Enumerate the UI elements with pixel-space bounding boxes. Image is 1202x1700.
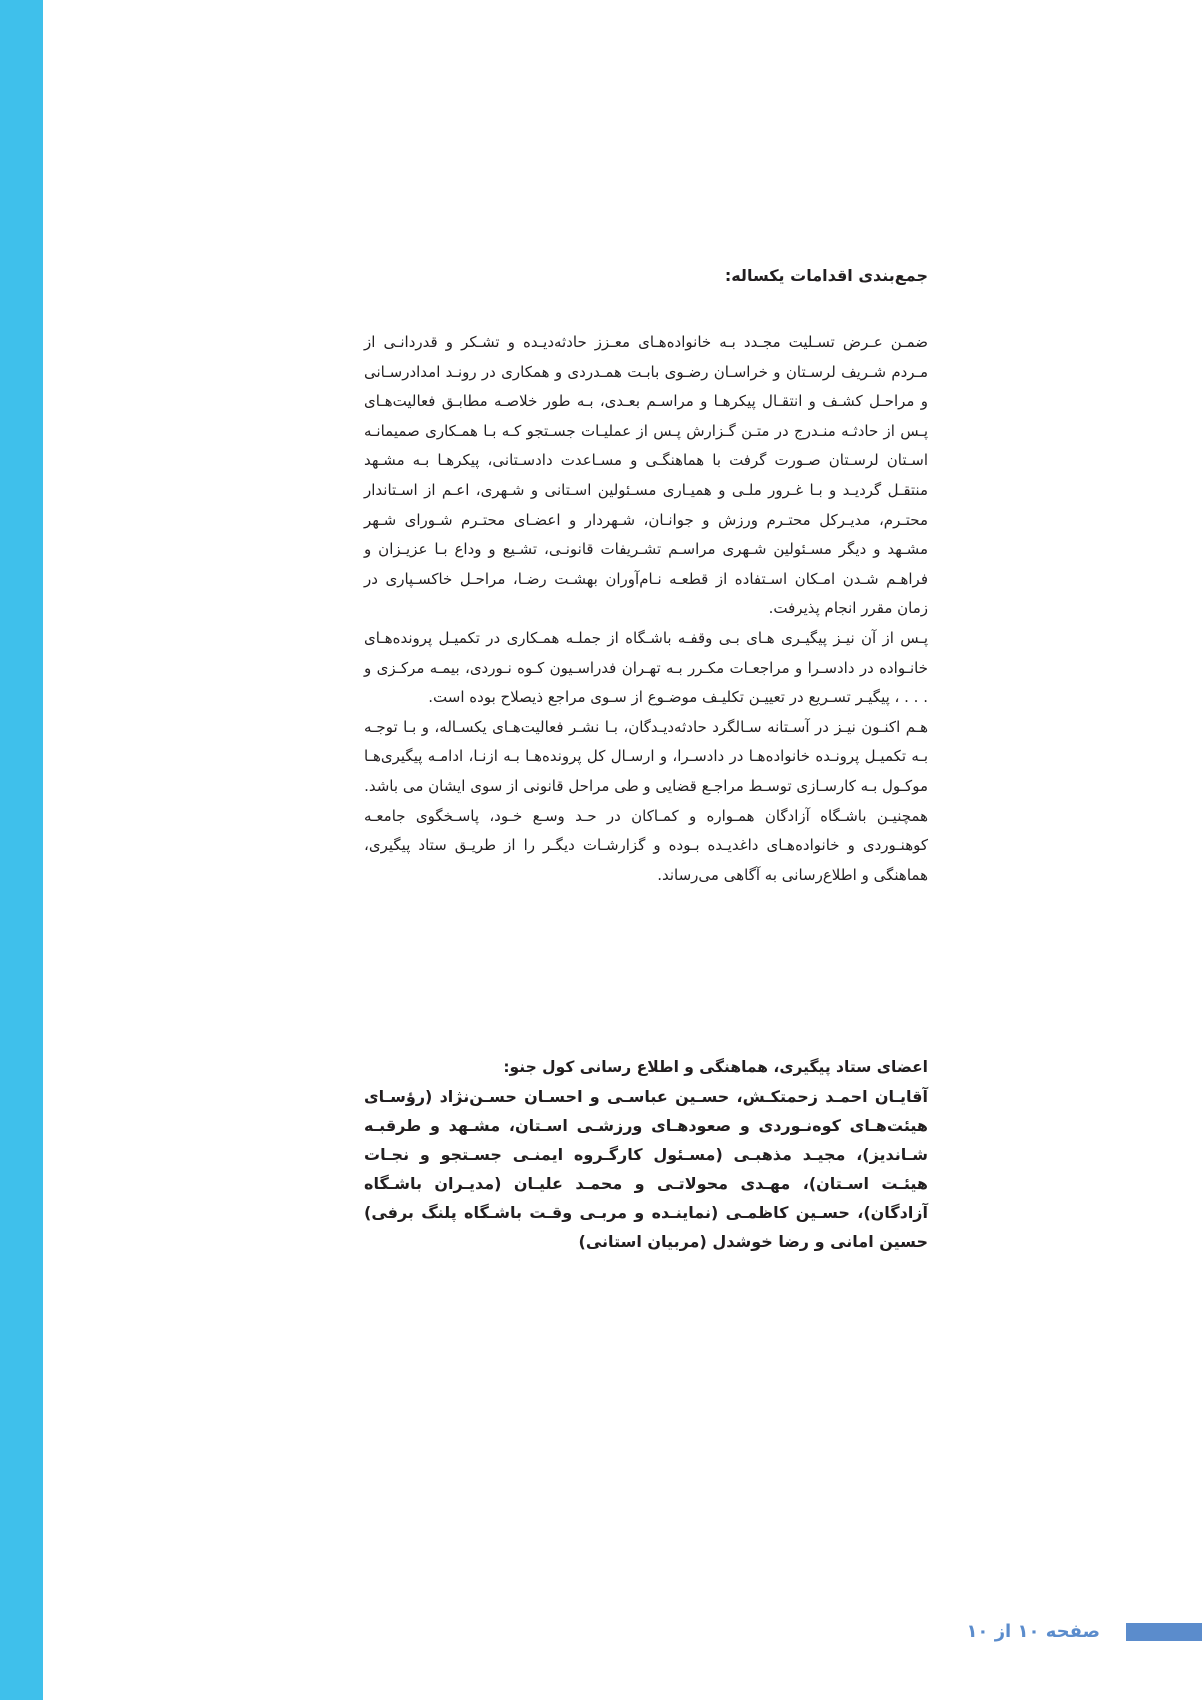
- summary-section: [364, 258, 928, 890]
- paragraph: هـم اکنـون نیـز در آسـتانه سـالگرد حادثه‌دیـدگان، بـا نشـر فعالیت‌هـای یکسـاله، و بـا توجـه بـه تکمیـل پرونـده خانواده‌هـا در دادسـرا، و ارسـال کل پرونده‌هـا بـه ازنـا، ادامـه پیگیری‌هـا موکـول بـه کارسـازی توسـط مراجـع قضایی و طی مراحل قانونی از سوی ایشان می باشد.: [364, 717, 928, 795]
- members-list: آقایـان احمـد زحمتکـش، حسـین عباسـی و احسـان حسـن‌نژاد (رؤسـای هیئت‌هـای کوه‌نـوردی و صعودهـای ورزشـی اسـتان، مشـهد و طرقبـه شـاندیز)، مجیـد مذهبـی (مسـئول کارگـروه ایمنـی جسـتجو و نجـات هیئـت اسـتان)، مهـدی محولاتـی و محمـد علیـان (مدیـران باشـگاه آزادگان)، حسـین کاظمـی (نماینـده و مربـی وقـت باشـگاه پلنگ برفی) حسین امانی و رضا خوشدل (مربیان استانی): [364, 1087, 928, 1251]
- members-section: [364, 1053, 928, 1256]
- side-color-bar: [0, 0, 43, 1700]
- paragraph: همچنیـن باشـگاه آزادگان همـواره و کمـاکان در حـد وسـع خـود، پاسـخگوی جامعـه کوهنـوردی و خانواده‌هـای داغدیـده بـوده و گزارشـات دیگـر را از طریـق ستاد پیگیری، هماهنگی و اطلاع‌رسانی به آگاهی می‌رساند.: [364, 806, 928, 884]
- footer-bar: [1126, 1623, 1202, 1641]
- members-title: اعضای ستاد پیگیری، هماهنگی و اطلاع رسانی کول جنو:: [503, 1058, 928, 1076]
- paragraph: ضمـن عـرض تسـلیت مجـدد بـه خانواده‌هـای معـزز حادثه‌دیـده و تشـکر و قدردانـی از مـردم شـریف لرسـتان و خراسـان رضـوی بابـت همـدردی و همکاری در رونـد امدادرسـانی و مراحـل کشـف و انتقـال پیکرهـا و مراسـم بعـدی، بـه طور خلاصـه مطابـق فعالیت‌هـای پـس از حادثـه منـدرج در متـن گـزارش پـس از عملیـات جسـتجو کـه بـا همـکاری صمیمانـه اسـتان لرسـتان صـورت گرفت با هماهنگـی و مسـاعدت دادسـتانی، پیکرهـا بـه مشـهد منتقـل گردیـد و بـا غـرور ملـی و همیـاری مسـئولین اسـتانی و شـهری، اعـم از اسـتاندار محتـرم، مدیـرکل محتـرم ورزش و جوانـان، شـهردار و اعضـای محتـرم شـورای شـهر مشـهد و دیگر مسـئولین شـهری مراسـم تشـریفات قانونـی، تشـیع و وداع بـا عزیـزان و فراهـم شـدن امـکان اسـتفاده از قطعـه نـام‌آوران بهشـت رضـا، مراحـل خاکسـپاری در زمان مقرر انجام پذیرفت.: [364, 333, 928, 618]
- section-title: جمع‌بندی اقدامات یکساله:: [724, 266, 928, 285]
- page-number: صفحه ۱۰ از ۱۰: [966, 1621, 1100, 1642]
- paragraph: پـس از آن نیـز پیگیـری هـای بـی وقفـه باشـگاه از جملـه همـکاری در تکمیـل پرونده‌هـای خانـواده در دادسـرا و مراجعـات مکـرر بـه تهـران فدراسـیون کـوه نـوردی، بیمـه مرکـزی و . . . ، پیگیـر تسـریع در تعییـن تکلیـف موضـوع از سـوی مراجع ذیصلاح بوده است.: [364, 628, 928, 707]
